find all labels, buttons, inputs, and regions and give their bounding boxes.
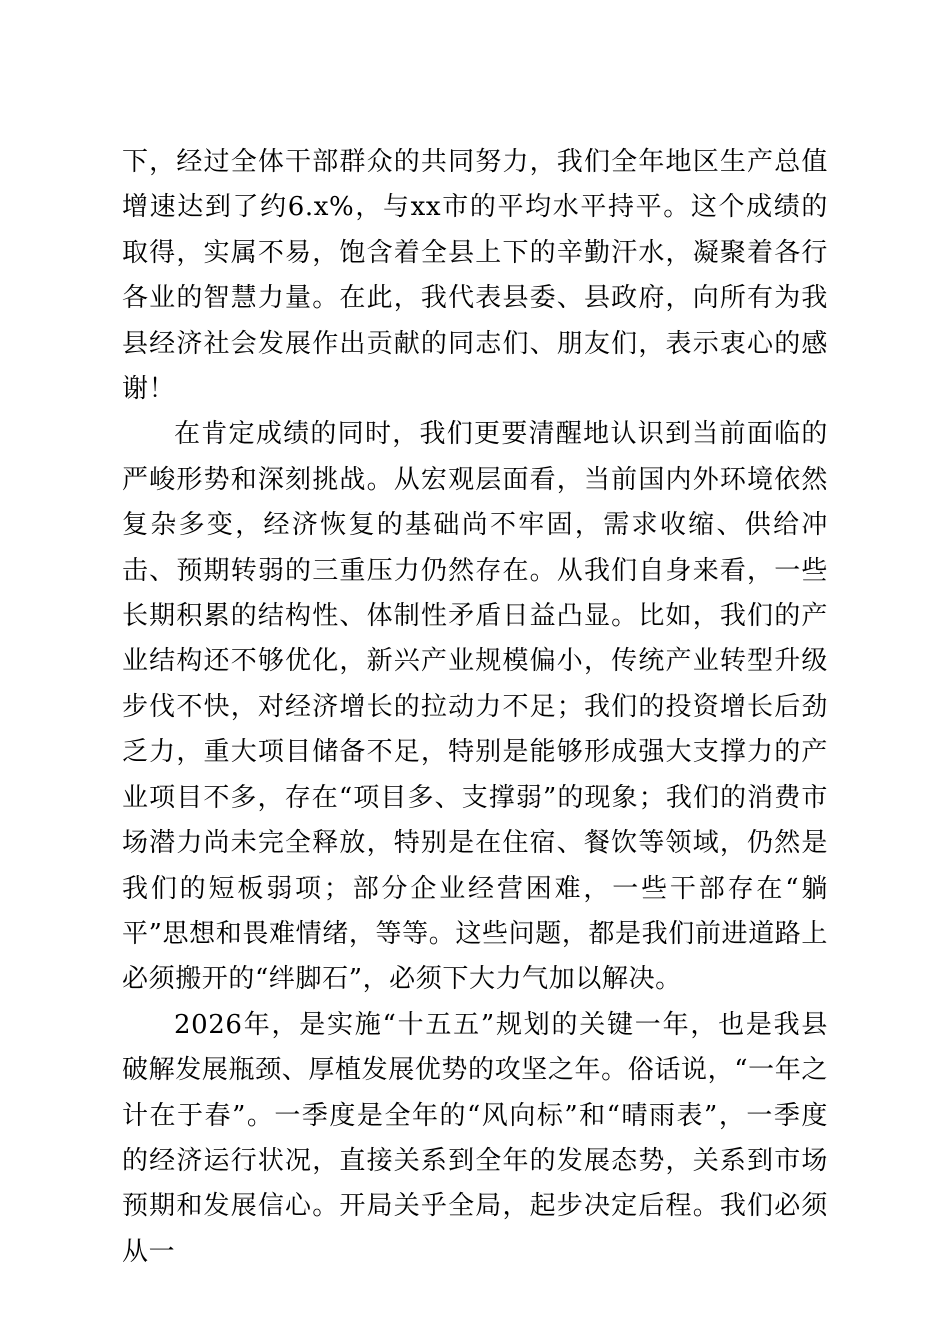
paragraph-2026-outlook: 2026年，是实施“十五五”规划的关键一年，也是我县破解发展瓶颈、厚植发展优势的攻坚之年。俗话说，“一年之计在于春”。一季度是全年的“风向标”和“晴雨表”，一季度的经济运行状况，直接关系到全年的发展态势，关系到市场预期和发展信心。开局关乎全局，起步决定后程。我们必须从一 xyxy=(122,1009,828,1267)
paragraph-challenges: 在肯定成绩的同时，我们更要清醒地认识到当前面临的严峻形势和深刻挑战。从宏观层面看，当前国内外环境依然复杂多变，经济恢复的基础尚不牢固，需求收缩、供给冲击、预期转弱的三重压力仍然存在。从我们自身来看，一些长期积累的结构性、体制性矛盾日益凸显。比如，我们的产业结构还不够优化，新兴产业规模偏小，传统产业转型升级步伐不快，对经济增长的拉动力不足；我们的投资增长后劲乏力，重大项目储备不足，特别是能够形成强大支撑力的产业项目不多，存在“项目多、支撑弱”的现象；我们的消费市场潜力尚未完全释放，特别是在住宿、餐饮等领域，仍然是我们的短板弱项；部分企业经营困难，一些干部存在“躺平”思想和畏难情绪，等等。这些问题，都是我们前进道路上必须搬开的“绊脚石”，必须下大力气加以解决。 xyxy=(122,419,828,995)
paragraph-continuation: 下，经过全体干部群众的共同努力，我们全年地区生产总值增速达到了约6.x%，与xx市的平均水平持平。这个成绩的取得，实属不易，饱含着全县上下的辛勤汗水，凝聚着各行各业的智慧力量。在此，我代表县委、县政府，向所有为我县经济社会发展作出贡献的同志们、朋友们，表示衷心的感谢！ xyxy=(122,147,828,405)
document-body xyxy=(122,140,828,1275)
